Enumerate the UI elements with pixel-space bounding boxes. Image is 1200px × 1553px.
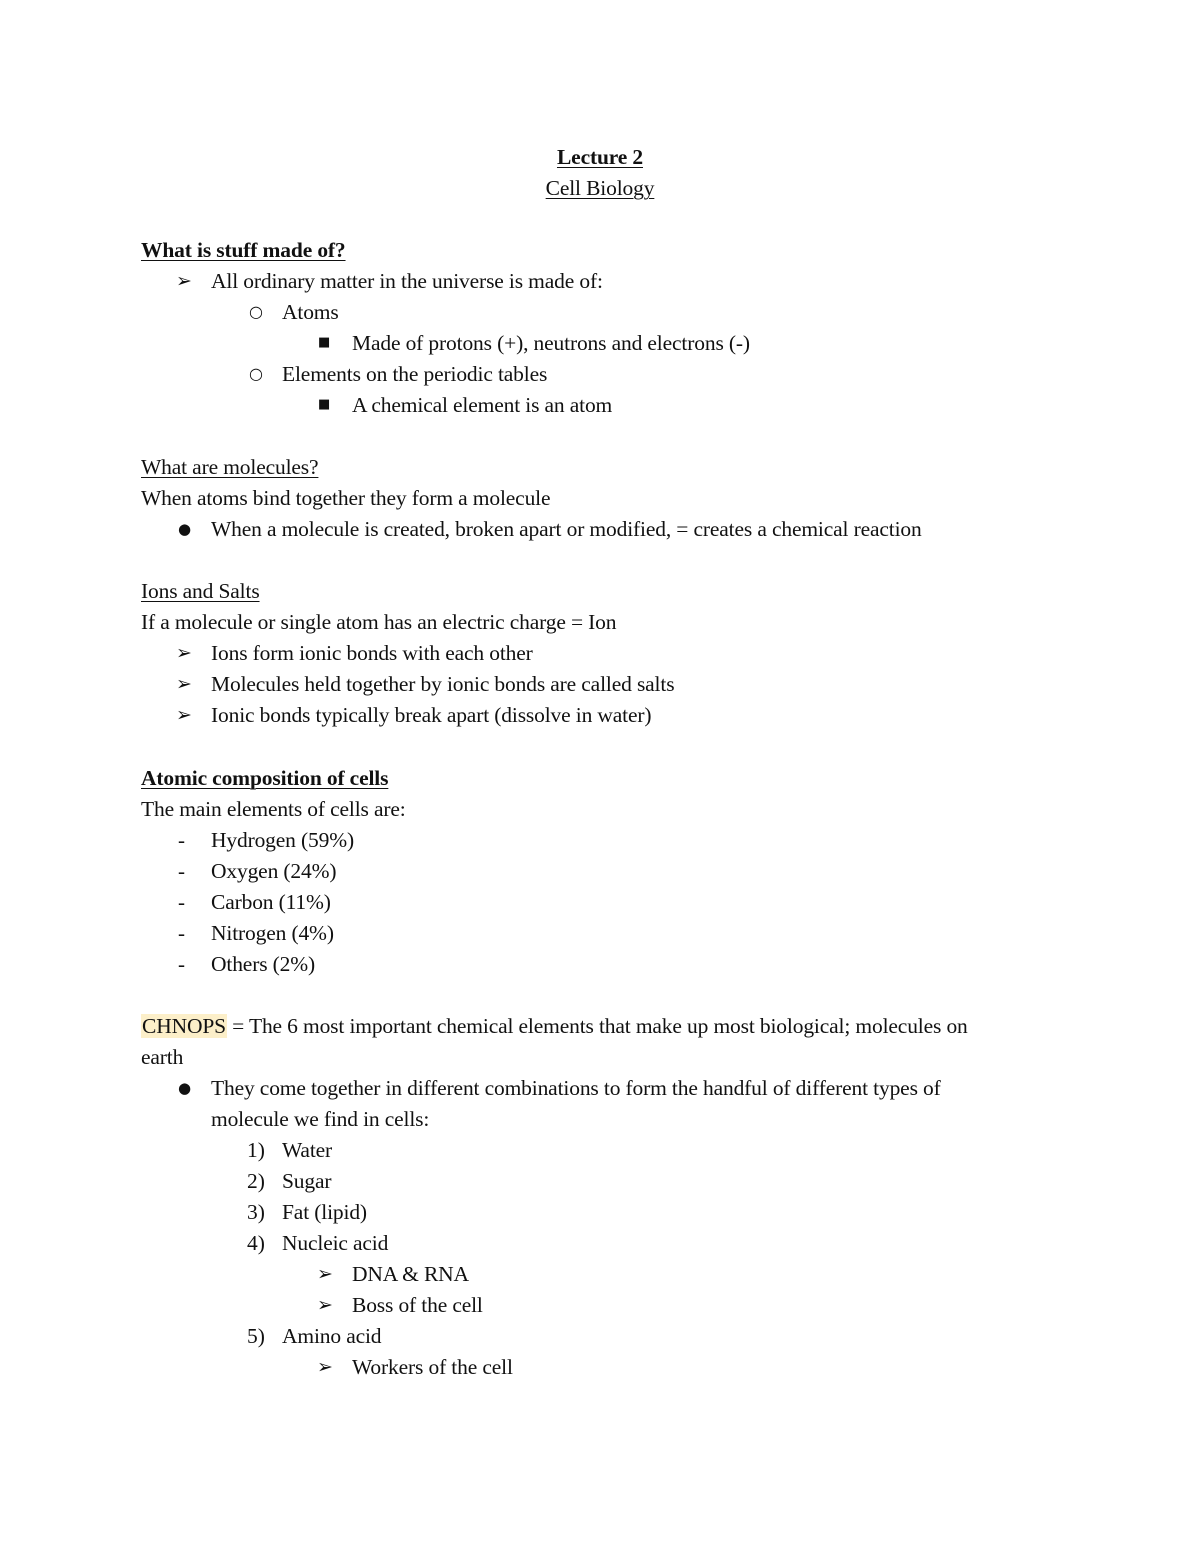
list-item: Ionic bonds typically break apart (dissolve in water) bbox=[211, 703, 652, 727]
numbered-item: Nucleic acid bbox=[282, 1231, 389, 1255]
list-item: Atoms bbox=[282, 300, 339, 324]
circle-bullet-icon: ○ bbox=[249, 302, 263, 321]
sub-list-item: Workers of the cell bbox=[352, 1355, 513, 1379]
paragraph: If a molecule or single atom has an electric charge = Ion bbox=[141, 610, 617, 634]
arrow-bullet-icon: ➢ bbox=[176, 673, 192, 695]
list-item: Nitrogen (4%) bbox=[211, 921, 334, 945]
section-heading-composition: Atomic composition of cells bbox=[141, 766, 389, 790]
list-number: 3) bbox=[247, 1200, 265, 1224]
list-item: A chemical element is an atom bbox=[352, 393, 613, 417]
list-item: Elements on the periodic tables bbox=[282, 362, 548, 386]
list-item: Ions form ionic bonds with each other bbox=[211, 641, 533, 665]
list-number: 5) bbox=[247, 1324, 265, 1348]
list-item: Hydrogen (59%) bbox=[211, 828, 354, 852]
list-item: Oxygen (24%) bbox=[211, 859, 337, 883]
list-number: 1) bbox=[247, 1138, 265, 1162]
numbered-item: Sugar bbox=[282, 1169, 332, 1193]
arrow-bullet-icon: ➢ bbox=[176, 704, 192, 726]
paragraph: The main elements of cells are: bbox=[141, 797, 406, 821]
page-title: Lecture 2 bbox=[556, 145, 643, 169]
arrow-bullet-icon: ➢ bbox=[176, 642, 192, 664]
arrow-bullet-icon: ➢ bbox=[176, 270, 192, 292]
numbered-item: Fat (lipid) bbox=[282, 1200, 367, 1224]
dash-bullet-icon: - bbox=[178, 828, 185, 852]
sub-list-item: DNA & RNA bbox=[352, 1262, 469, 1286]
chnops-paragraph bbox=[141, 1012, 968, 1040]
dash-bullet-icon: - bbox=[178, 952, 185, 976]
section-heading-ions: Ions and Salts bbox=[141, 579, 260, 603]
chnops-definition: = The 6 most important chemical elements that make up most biological; molecules on bbox=[226, 1014, 968, 1038]
paragraph-continuation: earth bbox=[141, 1045, 184, 1069]
dash-bullet-icon: - bbox=[178, 921, 185, 945]
section-heading-matter: What is stuff made of? bbox=[141, 238, 346, 262]
page-subtitle: Cell Biology bbox=[545, 176, 655, 200]
chnops-highlight: CHNOPS bbox=[142, 1014, 226, 1038]
list-item-continuation: molecule we find in cells: bbox=[211, 1107, 430, 1131]
list-item: Others (2%) bbox=[211, 952, 316, 976]
numbered-item: Amino acid bbox=[282, 1324, 382, 1348]
list-number: 4) bbox=[247, 1231, 265, 1255]
list-item: When a molecule is created, broken apart or modified, = creates a chemical reaction bbox=[211, 517, 922, 541]
dash-bullet-icon: - bbox=[178, 859, 185, 883]
dot-bullet-icon: ● bbox=[178, 520, 192, 538]
paragraph: When atoms bind together they form a molecule bbox=[141, 486, 551, 510]
sub-list-item: Boss of the cell bbox=[352, 1293, 483, 1317]
square-bullet-icon: ■ bbox=[318, 397, 331, 412]
dash-bullet-icon: - bbox=[178, 890, 185, 914]
list-item: Made of protons (+), neutrons and electrons (-) bbox=[352, 331, 750, 355]
list-number: 2) bbox=[247, 1169, 265, 1193]
list-item: They come together in different combinations to form the handful of different types of bbox=[211, 1076, 941, 1100]
square-bullet-icon: ■ bbox=[318, 335, 331, 350]
arrow-bullet-icon: ➢ bbox=[317, 1294, 333, 1316]
list-item: All ordinary matter in the universe is made of: bbox=[211, 269, 603, 293]
numbered-item: Water bbox=[282, 1138, 333, 1162]
arrow-bullet-icon: ➢ bbox=[317, 1263, 333, 1285]
circle-bullet-icon: ○ bbox=[249, 364, 263, 383]
section-heading-molecules: What are molecules? bbox=[141, 455, 319, 479]
arrow-bullet-icon: ➢ bbox=[317, 1356, 333, 1378]
dot-bullet-icon: ● bbox=[178, 1079, 192, 1097]
list-item: Molecules held together by ionic bonds are called salts bbox=[211, 672, 675, 696]
list-item: Carbon (11%) bbox=[211, 890, 331, 914]
